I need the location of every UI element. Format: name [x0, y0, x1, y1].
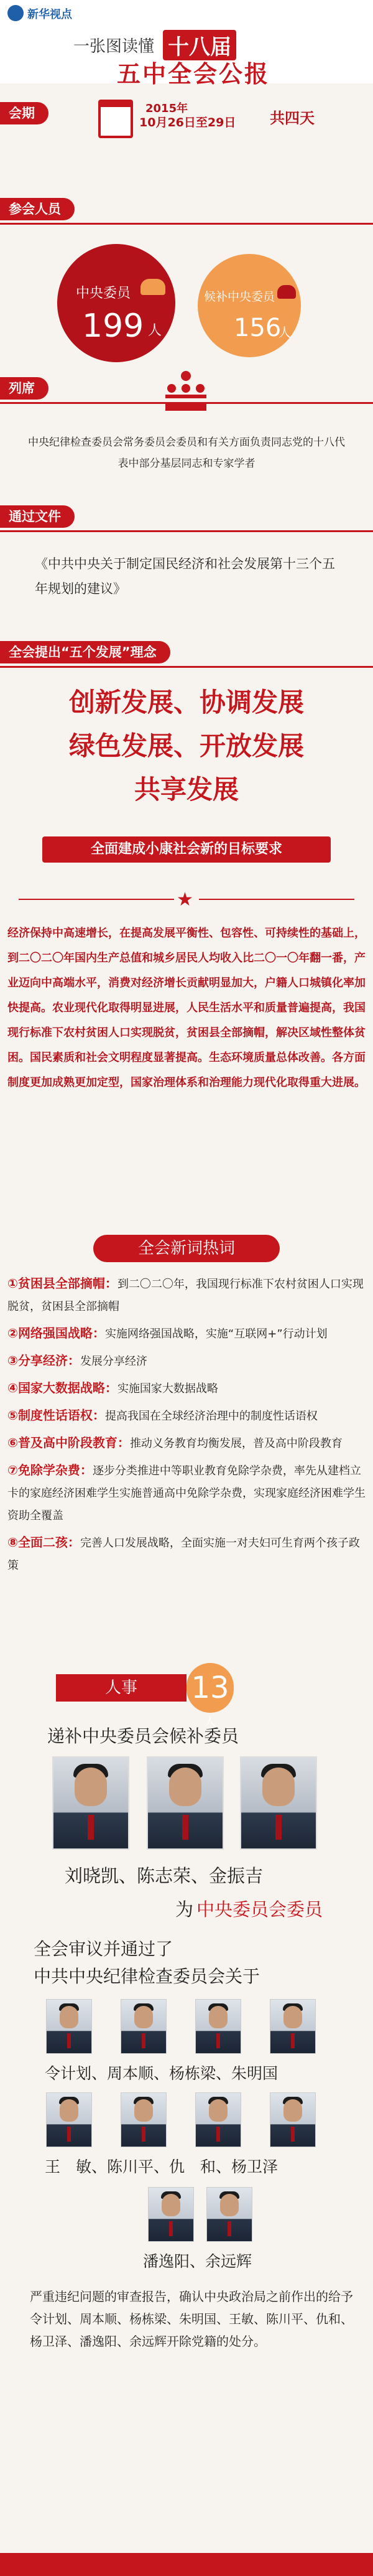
goals-divider-right — [199, 899, 354, 900]
thumb-6 — [121, 2092, 167, 2147]
names-row-3: 潘逸阳、余远辉 — [143, 2252, 252, 2270]
hot-word-item — [7, 1459, 366, 1527]
header — [0, 27, 373, 88]
header-highlight: 十八届 — [163, 30, 236, 60]
document-title: 《中共中央关于制定国民经济和社会发展第十三个五年规划的建议》 — [35, 556, 335, 596]
meeting-year: 2015年 — [145, 102, 188, 115]
hot-word-term: 全面二孩： — [17, 1535, 80, 1550]
hot-word-term: 贫困县全部摘帽： — [17, 1276, 117, 1291]
brand-bar — [0, 0, 373, 27]
participants-label: 参会人员 — [0, 198, 75, 220]
five-development-section — [0, 641, 373, 828]
hot-words-section — [0, 1235, 373, 1633]
hot-word-term: 网络强国战略： — [17, 1326, 105, 1341]
page-title: 五中全会公报 — [117, 60, 270, 88]
hot-word-desc: 完善人口发展战略，全面实施一对夫妇可生育两个孩子政策 — [7, 1537, 360, 1572]
central-committee-label: 中央委员 — [76, 286, 131, 301]
hot-words-list — [7, 1272, 366, 1581]
review-conclusion: 严重违纪问题的审查报告，确认中央政治局之前作出的给予令计划、周本顺、杨栋梁、朱明国、王敏、陈川平、仇和、杨卫泽、潘逸阳、余远辉开除党籍的处分。 — [30, 2289, 353, 2349]
hot-word-term: 免除学杂费： — [17, 1463, 93, 1478]
hot-word-item — [7, 1377, 366, 1400]
hot-word-number: ⑧ — [7, 1535, 18, 1550]
people-icon — [277, 285, 296, 299]
promoted-names: 刘晓凯、陈志荣、金振吉 — [65, 1865, 264, 1886]
names-row-2: 王 敏、陈川平、仇 和、杨卫泽 — [45, 2158, 279, 2176]
five-development-underline — [0, 666, 373, 668]
participants-underline — [0, 223, 373, 225]
meeting-period-label: 会期 — [0, 102, 48, 124]
personnel-section — [0, 1663, 373, 2576]
goals-section — [0, 836, 373, 1235]
portrait-1 — [52, 1756, 129, 1850]
alternate-committee-unit: 人 — [279, 325, 291, 340]
personnel-count: 13 — [191, 1670, 229, 1705]
hot-word-desc: 逐步分类推进中等职业教育免除学杂费，率先从建档立卡的家庭经济困难学生实施普通高中免除学杂费，实现家庭经济困难学生资助全覆盖 — [7, 1464, 366, 1522]
hot-word-number: ⑦ — [7, 1463, 18, 1478]
review-title-1: 全会审议并通过了 — [34, 1939, 173, 1959]
goals-text: 经济保持中高速增长，在提高发展平衡性、包容性、可持续性的基础上，到二〇二〇年国内生产总值和城乡居民人均收入比二〇一〇年翻一番，产业迈向中高端水平，消费对经济增长贡献明显加大，户籍人口城镇化率加快提高。农业现代化取得明显进展，人民生活水平和质量普遍提高，我国现行标准下农村贫困人口实现脱贫，贫困县全部摘帽，解决区域性整体贫困。国民素质和社会文明程度显著提高。生态环境质量总体改善。各方面制度更加成熟更加定型，国家治理体系和治理能力现代化取得重大进展。 — [7, 927, 366, 1089]
bottom-band — [0, 2553, 373, 2576]
hot-word-desc: 实施网络强国战略，实施“互联网+”行动计划 — [104, 1328, 328, 1341]
calendar-icon — [98, 100, 133, 138]
five-development-line1: 创新发展、协调发展 — [68, 687, 304, 718]
personnel-count-badge — [186, 1663, 234, 1728]
promote-suffix: 中央委员会委员 — [196, 1899, 323, 1920]
hot-word-number: ① — [7, 1276, 18, 1291]
thumb-9 — [148, 2187, 194, 2242]
thumb-1 — [46, 1999, 92, 2054]
thumb-4 — [270, 1999, 316, 2054]
review-title-2: 中共中央纪律检查委员会关于 — [34, 1966, 260, 1987]
hot-word-term: 普及高中阶段教育： — [17, 1435, 130, 1450]
personnel-unit: 人 — [205, 1715, 216, 1728]
portrait-2 — [147, 1756, 224, 1850]
header-subtitle: 一张图读懂 — [73, 37, 155, 56]
hot-word-term: 分享经济： — [17, 1353, 80, 1368]
participants-section — [0, 198, 373, 378]
attendees-label: 列席 — [0, 377, 48, 400]
hot-word-number: ⑤ — [7, 1408, 18, 1423]
attendees-section — [0, 370, 373, 500]
hot-word-item — [7, 1272, 366, 1318]
promote-suffix-pre: 为 — [175, 1899, 194, 1920]
five-development-line2: 绿色发展、开放发展 — [68, 731, 304, 761]
alternate-committee-label: 候补中央委员 — [204, 290, 275, 304]
hot-word-desc: 发展分享经济 — [80, 1355, 147, 1368]
promote-title: 递补中央委员会候补委员 — [47, 1726, 239, 1746]
meeting-period-section — [0, 93, 373, 137]
audience-icon — [158, 370, 214, 415]
xinhua-logo-icon — [7, 5, 24, 21]
hot-word-number: ⑥ — [7, 1435, 18, 1450]
brand-name: 新华视点 — [27, 8, 72, 21]
hot-word-item — [7, 1404, 366, 1428]
hot-word-term: 国家大数据战略： — [17, 1380, 117, 1395]
thumb-3 — [195, 1999, 241, 2054]
document-section — [0, 505, 373, 611]
names-row-1: 令计划、周本顺、杨栋梁、朱明国 — [45, 2064, 279, 2082]
hot-word-item — [7, 1349, 366, 1373]
hot-word-item — [7, 1322, 366, 1346]
hot-word-desc: 推动义务教育均衡发展，普及高中阶段教育 — [129, 1437, 343, 1450]
hot-words-label: 全会新词热词 — [93, 1235, 280, 1262]
thumb-7 — [195, 2092, 241, 2147]
central-committee-unit: 人 — [148, 323, 162, 339]
meeting-dates: 10月26日至29日 — [139, 116, 236, 129]
five-development-line3: 共享发展 — [134, 774, 239, 805]
alternate-committee-count: 156 — [234, 314, 282, 342]
thumb-5 — [46, 2092, 92, 2147]
hot-word-desc: 到二〇二〇年，我国现行标准下农村贫困人口实现脱贫，贫困县全部摘帽 — [7, 1278, 364, 1313]
goals-divider-left — [19, 899, 174, 900]
hot-word-number: ③ — [7, 1353, 18, 1368]
people-icon — [140, 279, 165, 295]
thumb-2 — [121, 1999, 167, 2054]
thumb-10 — [206, 2187, 252, 2242]
portrait-3 — [240, 1756, 317, 1850]
hot-word-term: 制度性话语权： — [17, 1408, 105, 1423]
hot-word-item — [7, 1431, 366, 1455]
hot-word-item — [7, 1531, 366, 1577]
star-icon: ★ — [177, 889, 193, 911]
attendees-text: 中央纪律检查委员会常务委员会委员和有关方面负责同志党的十八代表中部分基层同志和专家学者 — [28, 436, 345, 470]
hot-word-number: ② — [7, 1326, 18, 1341]
meeting-duration: 共四天 — [270, 110, 315, 127]
central-committee-count: 199 — [82, 307, 144, 345]
document-label: 通过文件 — [0, 505, 75, 528]
hot-word-desc: 提高我国在全球经济治理中的制度性话语权 — [104, 1410, 318, 1423]
five-development-label: 全会提出“五个发展”理念 — [0, 641, 170, 663]
goals-label: 全面建成小康社会新的目标要求 — [42, 836, 331, 863]
thumb-8 — [270, 2092, 316, 2147]
hot-word-desc: 实施国家大数据战略 — [117, 1382, 218, 1395]
document-underline — [0, 530, 373, 532]
hot-word-number: ④ — [7, 1380, 18, 1395]
personnel-label: 人事 — [56, 1674, 186, 1702]
